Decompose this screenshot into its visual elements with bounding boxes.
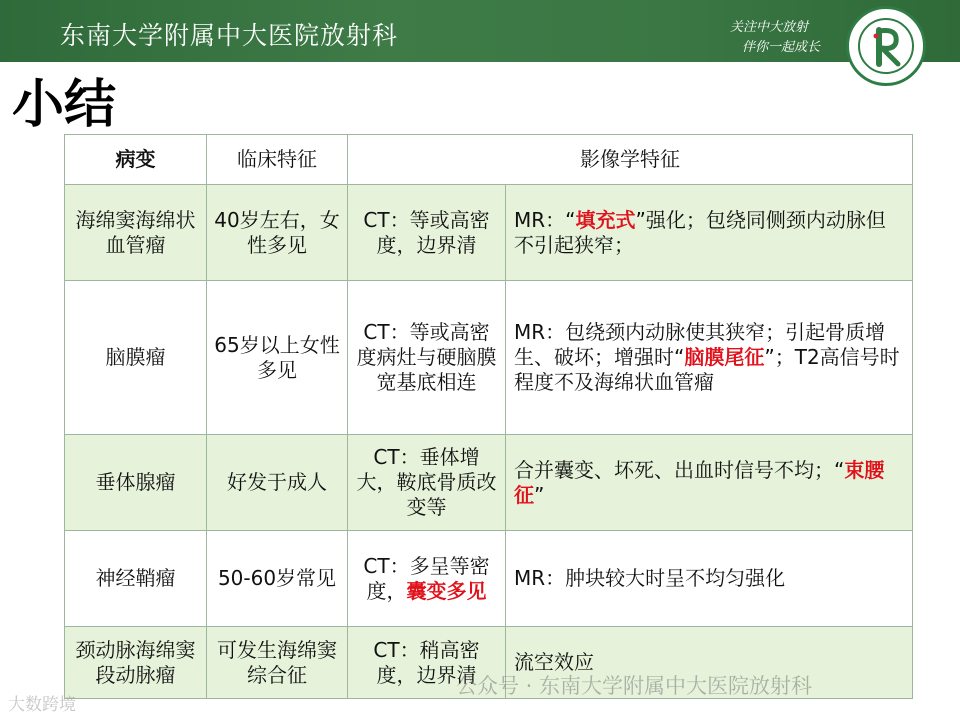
page-title: 小结	[12, 75, 117, 135]
table-row	[65, 281, 913, 435]
slogan-line-2: 伴你一起成长	[741, 40, 820, 55]
cell-lesion: 垂体腺瘤	[65, 435, 207, 531]
cell-clinical: 65岁以上女性多见	[207, 281, 348, 435]
header-imaging: 影像学特征	[348, 135, 913, 185]
logo-emblem-icon	[846, 6, 926, 86]
highlight-term: 填充式	[575, 207, 636, 232]
cell-ct: CT：多呈等密度，囊变多见	[348, 531, 506, 627]
hospital-name: 东南大学附属中大医院放射科	[60, 21, 399, 50]
table-row	[65, 435, 913, 531]
cell-ct: CT：稍高密度，边界清	[348, 627, 506, 699]
cell-imaging: MR：“填充式”强化；包绕同侧颈内动脉但不引起狭窄；	[506, 185, 913, 281]
cell-lesion: 海绵窦海绵状血管瘤	[65, 185, 207, 281]
cell-clinical: 50-60岁常见	[207, 531, 348, 627]
cell-clinical: 可发生海绵窦综合征	[207, 627, 348, 699]
cell-clinical: 40岁左右，女性多见	[207, 185, 348, 281]
cell-lesion: 神经鞘瘤	[65, 531, 207, 627]
cell-imaging: MR：肿块较大时呈不均匀强化	[506, 531, 913, 627]
header-lesion: 病变	[65, 135, 207, 185]
highlight-term: 囊变多见	[406, 578, 487, 603]
corner-watermark: 大数跨境	[8, 695, 76, 715]
highlight-term: 束腰征	[514, 457, 885, 507]
cell-imaging: 流空效应	[506, 627, 913, 699]
header-clinical: 临床特征	[207, 135, 348, 185]
department-logo	[846, 6, 926, 86]
table-row	[65, 531, 913, 627]
header-banner	[0, 0, 960, 62]
summary-table	[64, 134, 913, 699]
highlight-term: 脑膜尾征	[684, 345, 765, 369]
table-row	[65, 185, 913, 281]
cell-ct: CT：等或高密度病灶与硬脑膜宽基底相连	[348, 281, 506, 435]
cell-ct: CT：垂体增大，鞍底骨质改变等	[348, 435, 506, 531]
cell-imaging: 合并囊变、坏死、出血时信号不均；“束腰征”	[506, 435, 913, 531]
wechat-watermark: 公众号 · 东南大学附属中大医院放射科	[456, 674, 813, 698]
cell-ct: CT：等或高密度，边界清	[348, 185, 506, 281]
cell-lesion: 颈动脉海绵窦段动脉瘤	[65, 627, 207, 699]
table-header-row	[65, 135, 913, 185]
cell-imaging: MR：包绕颈内动脉使其狭窄；引起骨质增生、破坏；增强时“脑膜尾征”；T2高信号时程度不及海绵状血管瘤	[506, 281, 913, 435]
cell-lesion: 脑膜瘤	[65, 281, 207, 435]
cell-clinical: 好发于成人	[207, 435, 348, 531]
slogan-line-1: 关注中大放射	[729, 20, 808, 35]
